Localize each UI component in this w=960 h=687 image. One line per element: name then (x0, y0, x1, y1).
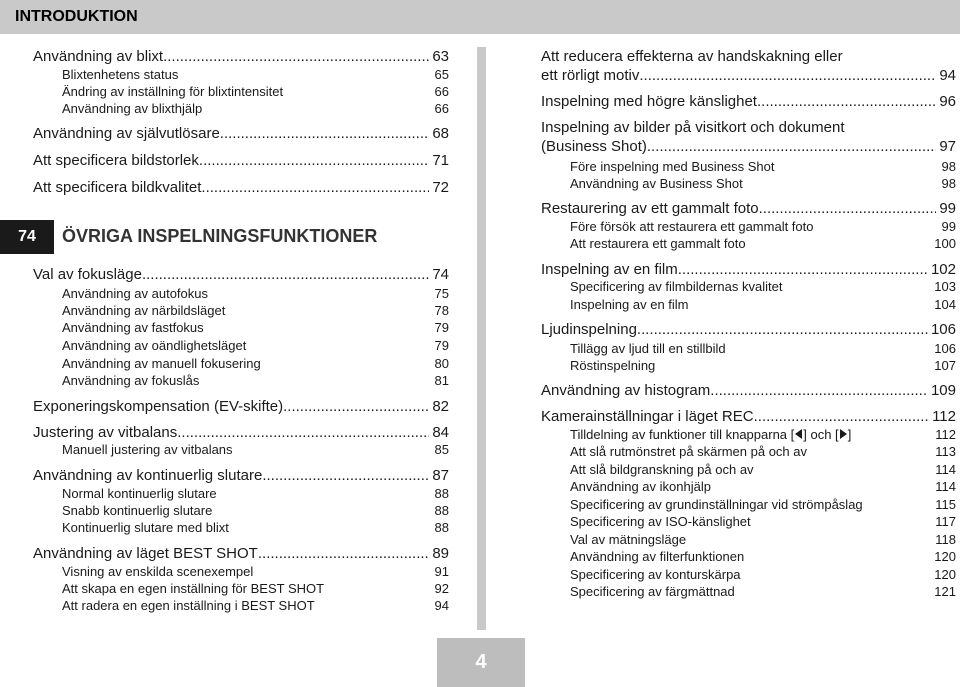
toc-entry-label: Blixtenhetens status (62, 67, 179, 82)
toc-entry-page: 98 (941, 159, 956, 174)
toc-subentry[interactable] (62, 320, 449, 335)
toc-entry[interactable] (33, 266, 449, 283)
toc-entry-label: Kamerainställningar i läget REC (541, 408, 754, 425)
toc-entry-label: Användning av filterfunktionen (570, 549, 745, 564)
toc-entry-label: Användning av Business Shot (570, 176, 743, 191)
toc-subentry[interactable] (570, 176, 956, 191)
dot-leader (163, 48, 429, 65)
toc-subentry[interactable] (570, 462, 956, 477)
toc-entry-label: Specificering av färgmättnad (570, 584, 735, 599)
toc-entry-label: Att radera en egen inställning i BEST SHOT (62, 598, 315, 613)
toc-entry[interactable] (33, 125, 449, 142)
toc-entry-label: Användning av manuell fokusering (62, 356, 261, 371)
toc-entry-page: 104 (934, 297, 956, 312)
column-divider (477, 47, 486, 630)
toc-entry-label: Inspelning med högre känslighet (541, 93, 757, 110)
toc-subentry[interactable] (62, 67, 449, 82)
toc-entry-label: Kontinuerlig slutare med blixt (62, 520, 229, 535)
toc-entry-page: 94 (434, 598, 449, 613)
toc-entry[interactable] (541, 382, 956, 399)
toc-entry-page: 84 (432, 424, 449, 441)
label-part: Tilldelning av funktioner till knapparna [ (570, 427, 795, 442)
toc-entry-page: 113 (935, 444, 956, 459)
toc-entry-label: Användning av blixthjälp (62, 101, 203, 116)
toc-subentry[interactable] (62, 564, 449, 579)
dot-leader (757, 93, 936, 110)
chapter-title: ÖVRIGA INSPELNINGSFUNKTIONER (62, 226, 378, 246)
toc-subentry[interactable] (570, 584, 956, 599)
toc-entry-page: 66 (434, 101, 449, 116)
toc-entry-label: Justering av vitbalans (33, 424, 178, 441)
toc-entry-page: 107 (934, 358, 956, 373)
toc-entry-label: Inspelning av en film (541, 261, 678, 278)
toc-entry-page: 71 (432, 152, 449, 169)
toc-entry[interactable] (541, 261, 956, 278)
dot-leader (754, 408, 929, 425)
toc-entry-page: 121 (934, 584, 956, 599)
right-arrow-icon (840, 429, 847, 439)
toc-entry-label: Röstinspelning (570, 358, 656, 373)
toc-entry-page: 98 (941, 176, 956, 191)
toc-subentry[interactable] (62, 598, 449, 613)
toc-entry-page: 114 (935, 479, 956, 494)
toc-subentry[interactable] (62, 286, 449, 301)
section-header (0, 0, 960, 34)
toc-entry-page: 118 (935, 532, 956, 547)
toc-entry-page: 120 (934, 549, 956, 564)
toc-entry-page: 75 (434, 286, 449, 301)
toc-entry-page: 85 (434, 442, 449, 457)
toc-entry-label: Normal kontinuerlig slutare (62, 486, 217, 501)
toc-entry-label: Specificering av konturskärpa (570, 567, 741, 582)
toc-entry-label: Val av fokusläge (33, 266, 142, 283)
toc-entry-label (570, 427, 851, 442)
toc-entry-label: Användning av oändlighetsläget (62, 338, 247, 353)
toc-entry-page: 79 (434, 320, 449, 335)
toc-subentry[interactable] (62, 338, 449, 353)
toc-subentry[interactable] (570, 358, 956, 373)
dot-leader (647, 138, 936, 155)
toc-subentry[interactable] (62, 486, 449, 501)
toc-entry[interactable] (541, 200, 956, 217)
toc-subentry[interactable] (570, 567, 956, 582)
toc-entry-label: Att slå bildgranskning på och av (570, 462, 754, 477)
toc-entry[interactable] (33, 467, 449, 484)
toc-entry-label: Snabb kontinuerlig slutare (62, 503, 213, 518)
toc-entry-label: Specificering av grundinställningar vid strömpåslag (570, 497, 863, 512)
toc-entry-page: 96 (939, 93, 956, 110)
toc-entry-label: Tillägg av ljud till en stillbild (570, 341, 726, 356)
page-number: 4 (475, 651, 487, 673)
toc-entry-label: Användning av ikonhjälp (570, 479, 711, 494)
toc-entry[interactable] (33, 424, 449, 441)
toc-subentry[interactable] (570, 279, 956, 294)
toc-entry-label: Specificering av ISO-känslighet (570, 514, 751, 529)
toc-entry-label: Användning av närbildsläget (62, 303, 226, 318)
dot-leader (710, 382, 928, 399)
toc-subentry[interactable] (570, 159, 956, 174)
dot-leader (759, 200, 937, 217)
toc-entry-page: 74 (432, 266, 449, 283)
toc-subentry[interactable] (62, 356, 449, 371)
toc-entry-page: 92 (434, 581, 449, 596)
toc-subentry[interactable] (62, 373, 449, 388)
toc-entry-page: 81 (434, 373, 449, 388)
dot-leader (639, 67, 936, 84)
toc-entry-label: Specificering av filmbildernas kvalitet (570, 279, 783, 294)
label-part: ] och [ (803, 427, 839, 442)
toc-subentry[interactable] (62, 101, 449, 116)
toc-entry-page: 66 (434, 84, 449, 99)
toc-entry-page: 120 (934, 567, 956, 582)
label-part: ] (847, 427, 852, 442)
toc-entry[interactable] (541, 408, 956, 425)
toc-entry-page: 112 (932, 408, 956, 425)
dot-leader (201, 179, 429, 196)
toc-entry-page: 88 (434, 503, 449, 518)
toc-entry-label: Ändring av inställning för blixtintensitet (62, 84, 284, 99)
dot-leader (177, 424, 429, 441)
toc-entry[interactable] (33, 48, 449, 65)
toc-entry-label: Val av mätningsläge (570, 532, 687, 547)
toc-entry-label: Att specificera bildstorlek (33, 152, 199, 169)
toc-subentry[interactable] (570, 532, 956, 547)
toc-entry-label: Att specificera bildkvalitet (33, 179, 202, 196)
toc-entry-label: ett rörligt motiv (541, 67, 640, 84)
toc-entry[interactable] (541, 93, 956, 110)
toc-subentry[interactable] (570, 514, 956, 529)
toc-entry-label: Före försök att restaurera ett gammalt foto (570, 219, 814, 234)
page-number-box (437, 638, 525, 687)
toc-entry-label: (Business Shot) (541, 138, 647, 155)
dot-leader (262, 467, 429, 484)
dot-leader (220, 125, 430, 142)
dot-leader (637, 321, 928, 338)
dot-leader (283, 398, 429, 415)
toc-entry[interactable] (33, 152, 449, 169)
toc-entry-label: Restaurering av ett gammalt foto (541, 200, 759, 217)
toc-entry-page: 82 (432, 398, 449, 415)
dot-leader (199, 152, 429, 169)
toc-entry-line[interactable] (541, 48, 843, 65)
chapter-number: 74 (18, 228, 36, 245)
toc-entry[interactable] (33, 398, 449, 415)
toc-entry-page: 72 (432, 179, 449, 196)
toc-entry-page: 78 (434, 303, 449, 318)
toc-subentry[interactable] (62, 503, 449, 518)
toc-entry-label: Användning av fastfokus (62, 320, 204, 335)
toc-entry-label: Att restaurera ett gammalt foto (570, 236, 746, 251)
toc-entry-page: 114 (935, 462, 956, 477)
toc-subentry[interactable] (570, 549, 956, 564)
toc-subentry[interactable] (62, 442, 449, 457)
toc-entry-page: 80 (434, 356, 449, 371)
toc-entry-label: Användning av fokuslås (62, 373, 200, 388)
toc-entry-page: 89 (432, 545, 449, 562)
toc-entry-page: 88 (434, 520, 449, 535)
toc-subentry[interactable] (570, 341, 956, 356)
toc-entry[interactable] (541, 138, 956, 155)
chapter-number-badge (0, 220, 54, 254)
toc-subentry[interactable] (570, 236, 956, 251)
toc-subentry[interactable] (570, 297, 956, 312)
toc-subentry[interactable] (570, 219, 956, 234)
toc-entry-label: Användning av autofokus (62, 286, 208, 301)
toc-entry-page: 112 (935, 427, 956, 442)
dot-leader (258, 545, 429, 562)
toc-subentry[interactable] (62, 303, 449, 318)
toc-entry-label: Före inspelning med Business Shot (570, 159, 775, 174)
toc-entry-page: 100 (934, 236, 956, 251)
toc-entry-page: 102 (930, 261, 956, 278)
toc-entry-page: 97 (939, 138, 956, 155)
toc-entry[interactable] (541, 321, 956, 338)
toc-entry-label: Inspelning av bilder på visitkort och dokument (541, 119, 845, 136)
toc-entry[interactable] (541, 67, 956, 84)
toc-subentry[interactable] (62, 520, 449, 535)
toc-subentry[interactable] (570, 497, 956, 512)
toc-entry-page: 79 (434, 338, 449, 353)
dot-leader (678, 261, 928, 278)
toc-entry-label: Visning av enskilda scenexempel (62, 564, 254, 579)
toc-entry-line[interactable] (541, 119, 845, 136)
toc-entry-page: 117 (935, 514, 956, 529)
section-title: INTRODUKTION (15, 8, 138, 25)
toc-subentry[interactable] (570, 444, 956, 459)
toc-entry[interactable] (33, 545, 449, 562)
toc-entry-label: Användning av självutlösare (33, 125, 220, 142)
toc-subentry[interactable] (62, 84, 449, 99)
toc-entry-page: 63 (432, 48, 449, 65)
toc-entry-page: 99 (939, 200, 956, 217)
toc-entry-page: 106 (930, 321, 956, 338)
dot-leader (142, 266, 429, 283)
toc-entry-page: 87 (432, 467, 449, 484)
toc-entry-page: 99 (941, 219, 956, 234)
toc-subentry[interactable] (570, 479, 956, 494)
toc-entry-page: 88 (434, 486, 449, 501)
toc-entry-label: Manuell justering av vitbalans (62, 442, 233, 457)
toc-entry-page: 65 (434, 67, 449, 82)
toc-entry-page: 94 (939, 67, 956, 84)
toc-entry-label: Att skapa en egen inställning för BEST SHOT (62, 581, 325, 596)
toc-entry-label: Användning av histogram (541, 382, 711, 399)
toc-entry-page: 91 (434, 564, 449, 579)
toc-entry-label: Användning av kontinuerlig slutare (33, 467, 263, 484)
toc-entry-page: 106 (934, 341, 956, 356)
toc-entry[interactable] (33, 179, 449, 196)
toc-entry-label: Ljudinspelning (541, 321, 637, 338)
toc-entry-label: Användning av blixt (33, 48, 164, 65)
toc-subentry[interactable] (570, 427, 956, 442)
toc-subentry[interactable] (62, 581, 449, 596)
toc-entry-page: 103 (934, 279, 956, 294)
toc-entry-label: Inspelning av en film (570, 297, 689, 312)
toc-entry-label: Att slå rutmönstret på skärmen på och av (570, 444, 807, 459)
toc-entry-page: 115 (935, 497, 956, 512)
toc-entry-page: 68 (432, 125, 449, 142)
toc-entry-label: Exponeringskompensation (EV-skifte) (33, 398, 284, 415)
toc-entry-page: 109 (930, 382, 956, 399)
toc-entry-label: Användning av läget BEST SHOT (33, 545, 258, 562)
toc-entry-label: Att reducera effekterna av handskakning eller (541, 48, 843, 65)
left-arrow-icon (795, 429, 802, 439)
